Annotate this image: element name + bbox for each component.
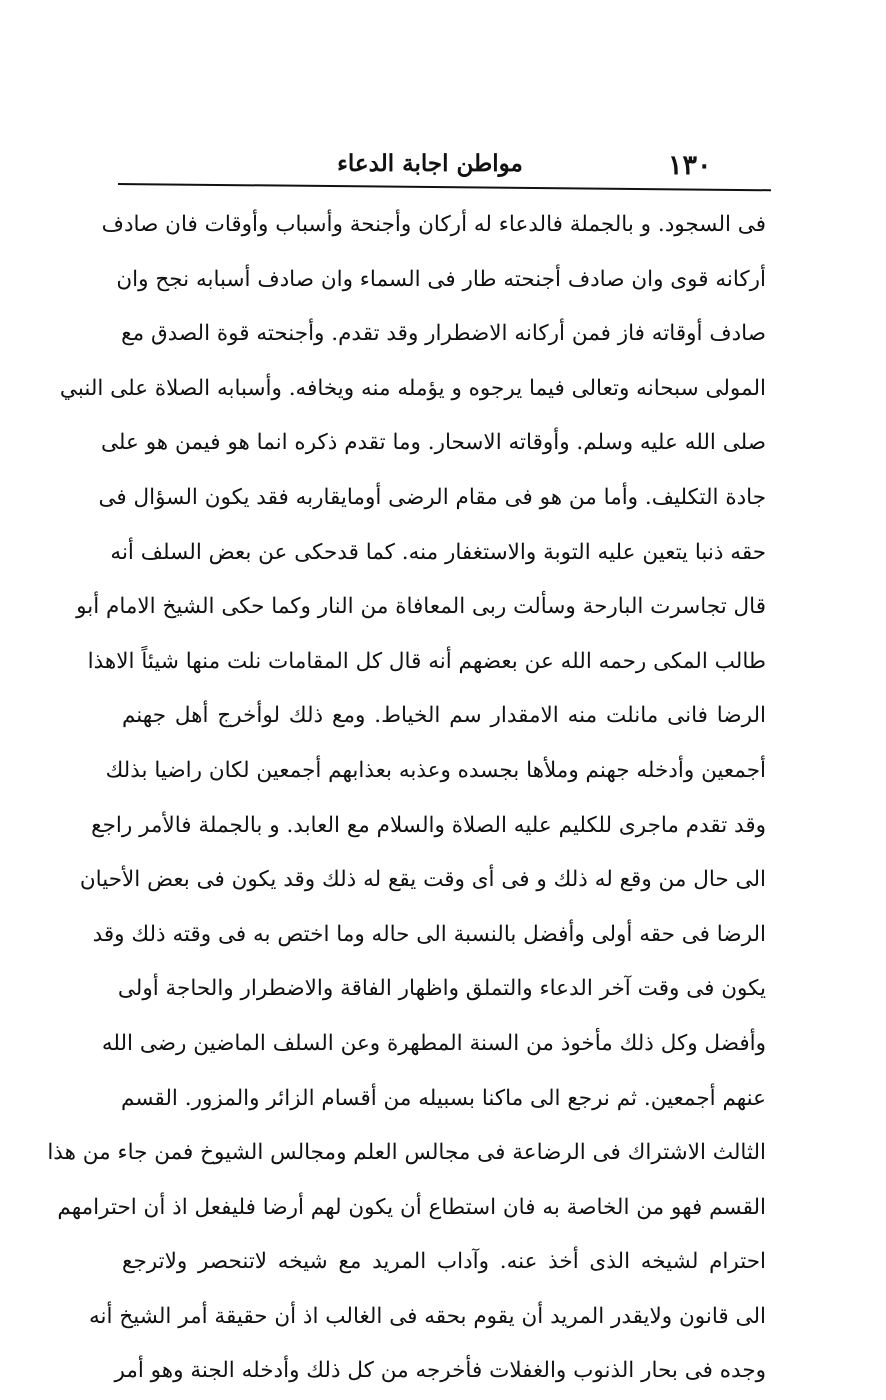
running-header-title: مواطن اجابة الدعاء	[337, 150, 523, 177]
body-text	[47, 198, 766, 1399]
text-line: الرضا فى حقه أولى وأفضل بالنسبة الى حاله وما اختص به فى وقته ذلك وقد	[92, 921, 766, 947]
text-line: وأفضل وكل ذلك مأخوذ من السنة المطهرة وعن السلف الماضين رضى الله	[101, 1030, 766, 1056]
text-line: طالب المكى رحمه الله عن بعضهم أنه قال كل المقامات نلت منها شيئاً الاهذا	[87, 648, 766, 674]
text-line: القسم فهو من الخاصة به فان استطاع أن يكون لهم أرضا فليفعل اذ أن احترامهم	[57, 1194, 766, 1220]
text-line: احترام لشيخه الذى أخذ عنه. وآداب المريد مع شيخه لاتنحصر ولاترجع	[122, 1249, 766, 1275]
text-line: الى قانون ولايقدر المريد أن يقوم بحقه فى الغالب اذ أن حقيقة أمر الشيخ أنه	[89, 1303, 766, 1329]
text-line: جادة التكليف. وأما من هو فى مقام الرضى أومايقاربه فقد يكون السؤال فى	[98, 484, 766, 510]
text-line: يكون فى وقت آخر الدعاء والتملق واظهار الفاقة والاضطرار والحاجة أولى	[117, 976, 766, 1002]
text-line: عنهم أجمعين. ثم نرجع الى ماكنا بسبيله من أقسام الزائر والمزور. القسم	[121, 1085, 766, 1111]
text-line: فى السجود. و بالجملة فالدعاء له أركان وأجنحة وأسباب وأوقات فان صادف	[101, 212, 766, 237]
text-line: الرضا فانى مانلت منه الامقدار سم الخياط. ومع ذلك لوأخرج أهل جهنم	[122, 703, 766, 729]
text-line: الى حال من وقع له ذلك و فى أى وقت يقع له ذلك وقد يكون فى بعض الأحيان	[79, 867, 766, 893]
text-line: قال تجاسرت البارحة وسألت ربى المعافاة من النار وكما حكى الشيخ الامام أبو	[76, 594, 766, 620]
text-line: المولى سبحانه وتعالى فيما يرجوه و يؤمله منه ويخافه. وأسبابه الصلاة على النبي	[59, 375, 766, 401]
text-line: صلى الله عليه وسلم. وأوقاته الاسحار. وما تقدم ذكره انما هو فيمن هو على	[101, 430, 766, 456]
text-line: الثالث الاشتراك فى الرضاعة فى مجالس العلم ومجالس الشيوخ فمن جاء من هذا	[47, 1140, 766, 1166]
text-line: أركانه قوى وان صادف أجنحته طار فى السماء وان صادف أسبابه نجح وان	[116, 266, 766, 292]
text-line: صادف أوقاته فاز فمن أركانه الاضطرار وقد تقدم. وأجنحته قوة الصدق مع	[121, 321, 766, 347]
text-line: حقه ذنبا يتعين عليه التوبة والاستغفار منه. كما قدحكى عن بعض السلف أنه	[110, 539, 766, 565]
text-line: وجده فى بحار الذنوب والغفلات فأخرجه من كل ذلك وأدخله الجنة وهو أمر	[114, 1358, 766, 1384]
page-number: ١٣٠	[668, 150, 712, 181]
text-line: وقد تقدم ماجرى للكليم عليه الصلاة والسلام مع العابد. و بالجملة فالأمر راجع	[91, 812, 766, 838]
text-line: أجمعين وأدخله جهنم وملأها بجسده وعذبه بعذابهم أجمعين لكان راضيا بذلك	[105, 757, 766, 783]
